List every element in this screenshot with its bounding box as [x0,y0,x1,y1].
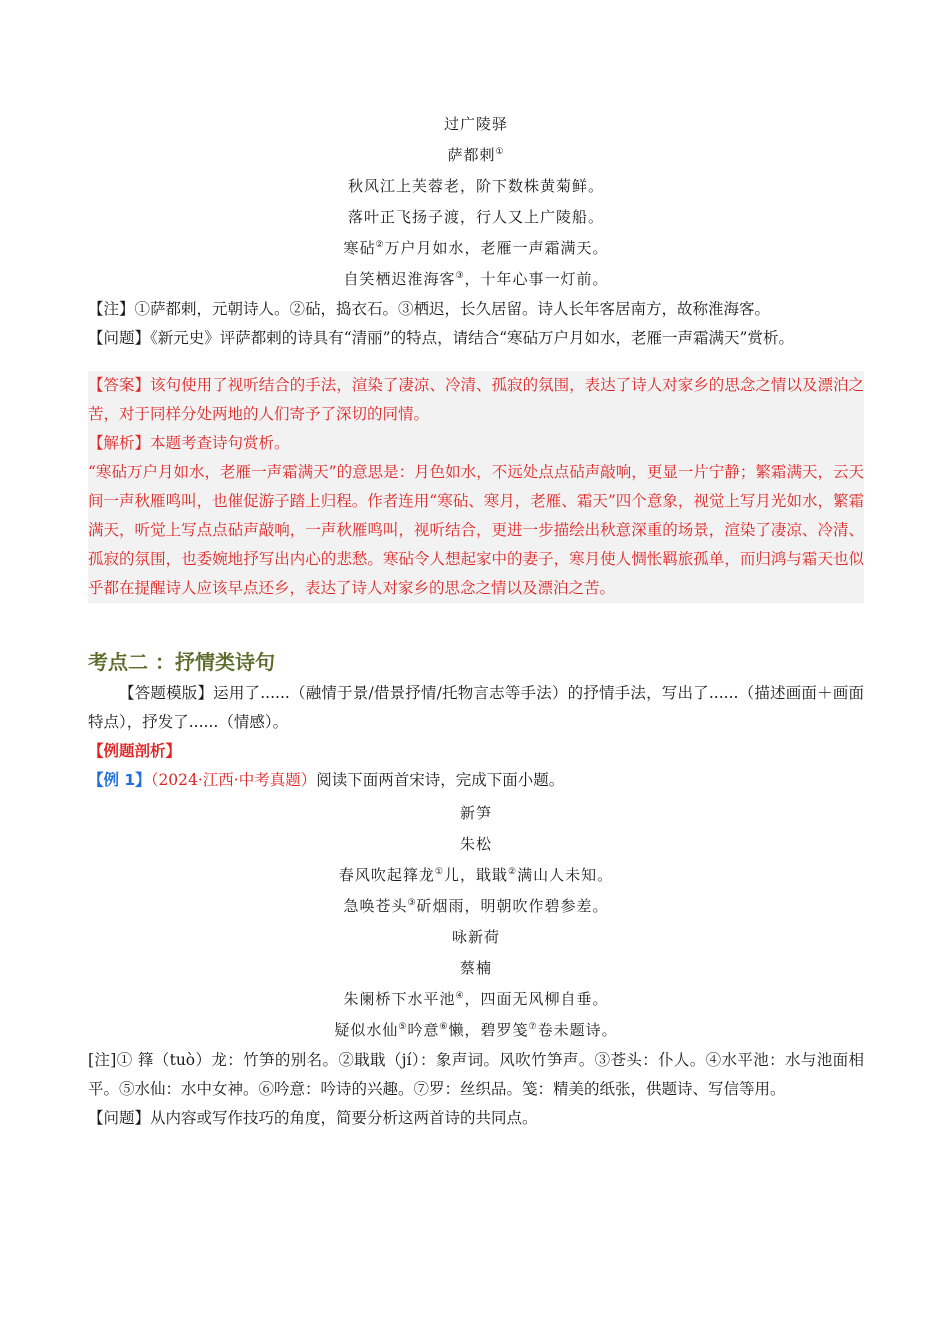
answer-text: 【答案】该句使用了视听结合的手法，渲染了凄凉、冷清、孤寂的氛围，表达了诗人对家乡的思念之情以及漂泊之苦，对于同样分处两地的人们寄予了深切的同情。 [88,376,864,423]
poem1-line [88,233,864,264]
poem3-line-part: 朱阑桥下水平池 [343,990,456,1008]
poem3-author: 蔡楠 [459,959,492,977]
poem1-line: 落叶正飞扬子渡，行人又上广陵船。 [347,208,604,226]
footnote-marker: ② [508,867,518,877]
poem3-line-part: ，四面无风柳自垂。 [464,990,609,1008]
poem1-line-part: 万户月如水，老雁一声霜满天。 [384,239,609,257]
poem2-block [88,798,864,922]
poem1-line-part: 寒砧 [343,239,376,257]
poem3-title: 咏新荷 [451,928,500,946]
poem2-title: 新笋 [459,804,492,822]
poem1-line [88,264,864,295]
answer-template: 【答题模版】运用了......（融情于景/借景抒情/托物言志等手法）的抒情手法，写出了......（描述画面＋画面特点），抒发了......（情感）。 [88,684,864,731]
poem2-line [88,860,864,891]
question1: 【问题】《新元史》评萨都剌的诗具有“清丽”的特点，请结合“寒砧万户月如水，老雁一声霜满天”赏析。 [88,329,794,347]
poem1-line-part: ，十年心事一灯前。 [464,270,609,288]
footnote-marker: ③ [407,898,417,908]
poem3-line-part: 疑似水仙 [334,1021,399,1039]
example-label: 【例 1】 [88,771,151,789]
document-page [88,0,864,1133]
poem3-line [88,1015,864,1046]
example-prompt: 阅读下面两首宋诗，完成下面小题。 [316,771,565,789]
footnote-marker: ② [375,240,385,250]
answer-box [88,371,864,603]
poem1-note: 【注】①萨都剌，元朝诗人。②砧，捣衣石。③栖迟，长久居留。诗人长年客居南方，故称淮海客。 [88,300,771,318]
poems-note: [注]① 箨（tuò）龙：竹笋的别名。②戢戢（jí）：象声词。风吹竹笋声。③苍头：仆人。④水平池：水与池面相平。⑤水仙：水中女神。⑥吟意：吟诗的兴趣。⑦罗：丝织品。笺：精美的纸张，供题诗、写信等用。 [88,1051,864,1098]
poem3-block [88,922,864,1046]
analysis-text: “寒砧万户月如水，老雁一声霜满天”的意思是：月色如水，不远处点点砧声敲响，更显一片宁静；繁霜满天，云天间一声秋雁鸣叫，也催促游子踏上归程。作者连用“寒砧、寒月，老雁、霜天”四个意象，视觉上写月光如水，繁霜满天，听觉上写点点砧声敲响，一声秋雁鸣叫，视听结合，更进一步描绘出秋意深重的场景，渲染了凄凉、冷清、孤寂的氛围，也委婉地抒写出内心的悲愁。寒砧令人想起家中的妻子，寒月使人惆怅羁旅孤单，而归鸿与霜天也似乎都在提醒诗人应该早点还乡，表达了诗人对家乡的思念之情以及漂泊之苦。 [88,463,864,597]
footnote-marker: ④ [455,991,465,1001]
poem1-line: 秋风江上芙蓉老，阶下数株黄菊鲜。 [347,177,604,195]
example-intro [88,766,864,795]
poem2-author: 朱松 [459,835,492,853]
section-title: 考点二 ：抒情类诗句 [88,650,275,674]
analysis-label: 【解析】本题考查诗句赏析。 [88,434,290,452]
poem1-line-part: 自笑栖迟淮海客 [343,270,456,288]
poem1-author-name: 萨都剌 [447,146,496,164]
poem3-line-part: 吟意 [407,1021,440,1039]
question2: 【问题】从内容或写作技巧的角度，简要分析这两首诗的共同点。 [88,1109,538,1127]
poem3-line [88,984,864,1015]
poem2-line-part: 春风吹起箨龙 [338,866,435,884]
poem3-line-part: 卷未题诗。 [537,1021,618,1039]
footnote-marker: ③ [455,271,465,281]
poem1-author [88,140,864,171]
footnote-marker: ⑥ [439,1022,449,1032]
poem1-title: 过广陵驿 [443,115,508,133]
footnote-marker: ① [434,867,444,877]
poem2-line-part: 急唤苍头 [343,897,408,915]
poem3-line-part: 懒，碧罗笺 [448,1021,529,1039]
poem2-line-part: 斫烟雨，明朝吹作碧参差。 [416,897,609,915]
poem2-line-part: 满山人未知。 [517,866,614,884]
example-heading: 【例题剖析】 [88,742,182,760]
example-source: （2024·江西·中考真题） [150,771,317,789]
footnote-marker: ① [495,147,505,157]
footnote-marker: ⑤ [398,1022,408,1032]
poem2-line-part: 儿，戢戢 [443,866,508,884]
poem2-line [88,891,864,922]
footnote-marker: ⑦ [528,1022,538,1032]
poem1-block [88,109,864,295]
